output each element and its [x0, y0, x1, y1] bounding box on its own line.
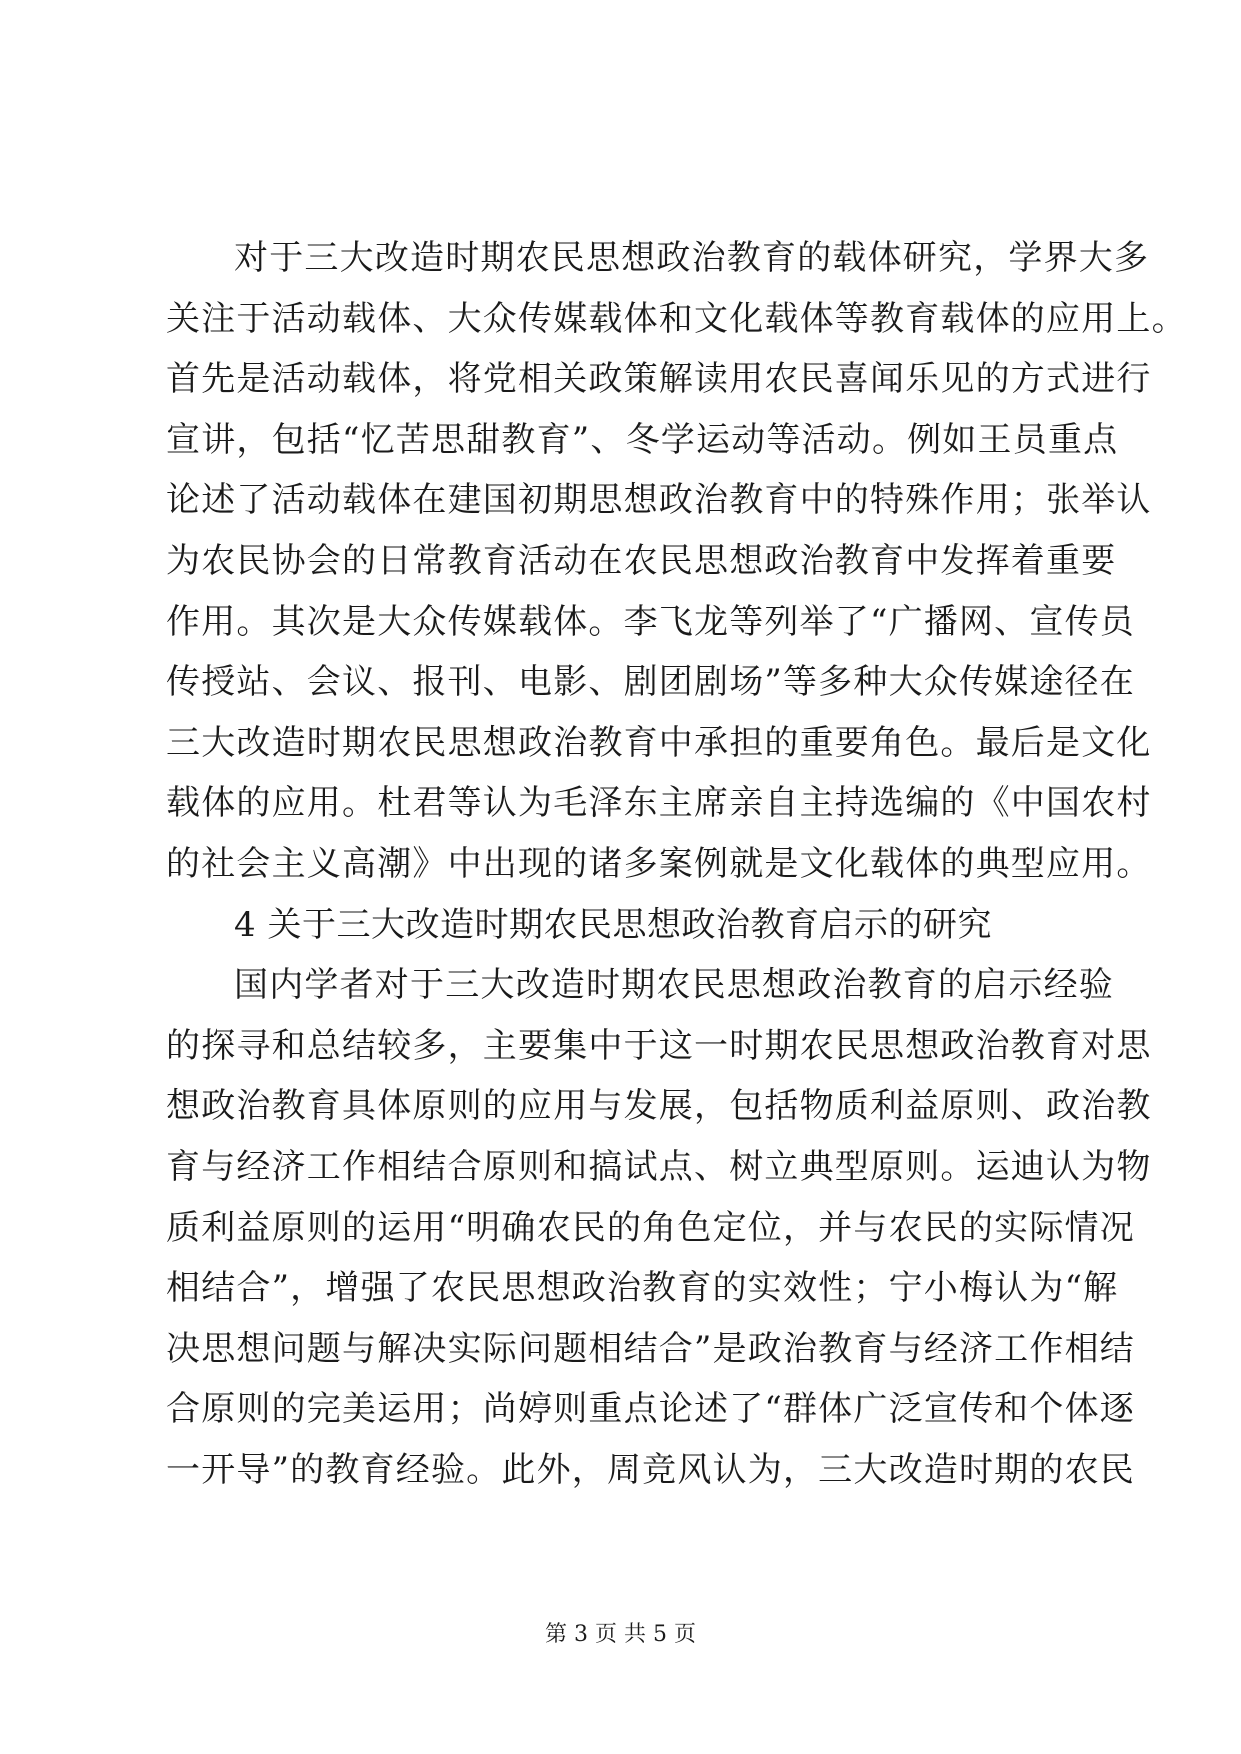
text-line: 国内学者对于三大改造时期农民思想政治教育的启示经验 [234, 965, 1114, 1006]
text-line: 合原则的完美运用；尚婷则重点论述了“群体广泛宣传和个体逐 [166, 1389, 1135, 1430]
text-line: 载体的应用。杜君等认为毛泽东主席亲自主持选编的《中国农村 [166, 783, 1152, 824]
text-line: 三大改造时期农民思想政治教育中承担的重要角色。最后是文化 [166, 722, 1152, 763]
text-line: 育与经济工作相结合原则和搞试点、树立典型原则。运迪认为物 [166, 1146, 1152, 1187]
text-line: 为农民协会的日常教育活动在农民思想政治教育中发挥着重要 [166, 540, 1117, 581]
text-line: 论述了活动载体在建国初期思想政治教育中的特殊作用；张举认 [166, 480, 1152, 521]
text-line: 对于三大改造时期农民思想政治教育的载体研究，学界大多 [234, 238, 1150, 278]
text-line: 作用。其次是大众传媒载体。李飞龙等列举了“广播网、宣传员 [166, 601, 1135, 642]
text-line: 一开导”的教育经验。此外，周竞风认为，三大改造时期的农民 [166, 1449, 1135, 1490]
body-text [166, 228, 1187, 1500]
text-line: 传授站、会议、报刊、电影、剧团剧场”等多种大众传媒途径在 [166, 662, 1135, 703]
text-line: 首先是活动载体，将党相关政策解读用农民喜闻乐见的方式进行 [166, 359, 1152, 400]
paragraph [166, 228, 1187, 895]
text-line: 的探寻和总结较多，主要集中于这一时期农民思想政治教育对思 [166, 1025, 1152, 1066]
section-heading [166, 895, 1086, 956]
text-line: 质利益原则的运用“明确农民的角色定位，并与农民的实际情况 [166, 1207, 1135, 1248]
text-line: 的社会主义高潮》中出现的诸多案例就是文化载体的典型应用。 [166, 843, 1152, 884]
text-line: 相结合”，增强了农民思想政治教育的实效性；宁小梅认为“解 [166, 1268, 1119, 1309]
text-line: 决思想问题与解决实际问题相结合”是政治教育与经济工作相结 [166, 1328, 1135, 1369]
page-footer: 第 3 页 共 5 页 [545, 1622, 696, 1647]
paragraph [166, 955, 1152, 1500]
text-line: 宣讲，包括“忆苦思甜教育”、冬学运动等活动。例如王员重点 [166, 419, 1119, 460]
heading-line: 4 关于三大改造时期农民思想政治教育启示的研究 [234, 904, 992, 945]
text-line: 关注于活动载体、大众传媒载体和文化载体等教育载体的应用上。 [166, 298, 1187, 339]
text-line: 想政治教育具体原则的应用与发展，包括物质利益原则、政治教 [166, 1086, 1152, 1127]
